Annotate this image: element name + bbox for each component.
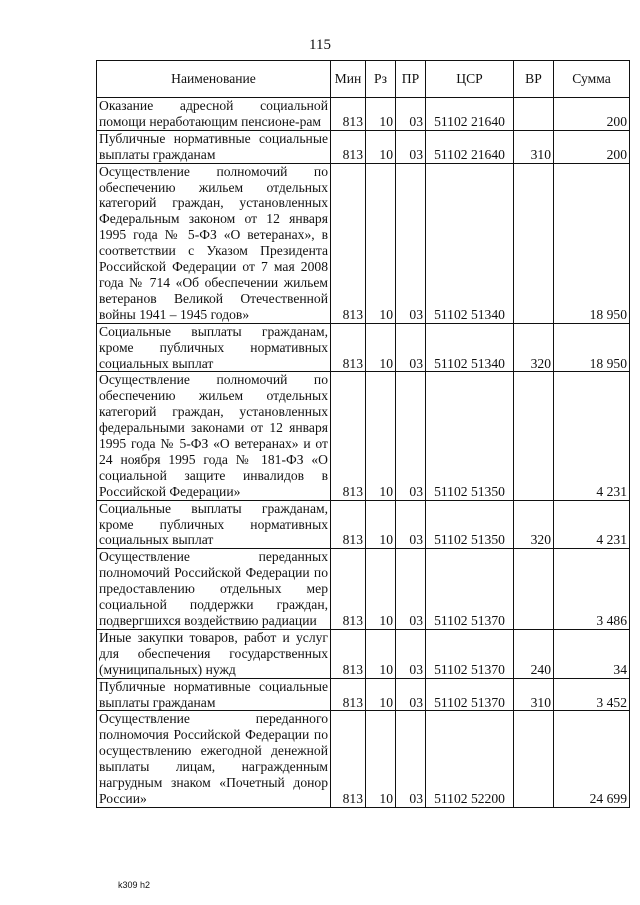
row-sum: 4 231: [554, 372, 630, 500]
row-rz: 10: [366, 372, 396, 500]
row-name: Осуществление переданного полномочия Российской Федерации по осуществлению ежегодной денежной выплаты лицам, награжденным нагрудным знаком «Почетный донор России»: [97, 711, 331, 807]
row-pr: 03: [396, 500, 426, 549]
row-min: 813: [331, 678, 366, 711]
row-rz: 10: [366, 678, 396, 711]
row-sum: 200: [554, 98, 630, 131]
row-sum: 34: [554, 629, 630, 678]
row-vr: [514, 163, 554, 323]
row-min: 813: [331, 500, 366, 549]
table-row: [97, 130, 630, 163]
row-csr: 51102 52200: [426, 711, 514, 807]
row-vr: [514, 711, 554, 807]
row-rz: 10: [366, 98, 396, 131]
row-min: 813: [331, 629, 366, 678]
row-name: Социальные выплаты гражданам, кроме публичных нормативных социальных выплат: [97, 323, 331, 372]
table-row: [97, 323, 630, 372]
row-sum: 200: [554, 130, 630, 163]
row-csr: 51102 51370: [426, 678, 514, 711]
column-header-name: Наименование: [97, 61, 331, 98]
table-row: [97, 711, 630, 807]
row-sum: 3 452: [554, 678, 630, 711]
table-row: [97, 163, 630, 323]
footer-code: k309 h2: [118, 880, 151, 890]
row-pr: 03: [396, 130, 426, 163]
row-csr: 51102 51340: [426, 163, 514, 323]
table-row: [97, 549, 630, 630]
row-pr: 03: [396, 98, 426, 131]
column-header-sum: Сумма: [554, 61, 630, 98]
table-row: [97, 629, 630, 678]
row-rz: 10: [366, 629, 396, 678]
row-rz: 10: [366, 163, 396, 323]
row-pr: 03: [396, 711, 426, 807]
table-row: [97, 500, 630, 549]
row-vr: 240: [514, 629, 554, 678]
row-csr: 51102 51370: [426, 629, 514, 678]
row-csr: 51102 51340: [426, 323, 514, 372]
row-rz: 10: [366, 549, 396, 630]
budget-table: [96, 60, 630, 808]
row-rz: 10: [366, 711, 396, 807]
row-name: Осуществление переданных полномочий Российской Федерации по предоставлению отдельных мер социальной поддержки граждан, подвергшихся воздействию радиации: [97, 549, 331, 630]
row-pr: 03: [396, 629, 426, 678]
row-sum: 4 231: [554, 500, 630, 549]
column-header-rz: Рз: [366, 61, 396, 98]
row-sum: 24 699: [554, 711, 630, 807]
row-vr: 310: [514, 130, 554, 163]
row-csr: 51102 21640: [426, 130, 514, 163]
row-pr: 03: [396, 163, 426, 323]
table-header-row: [97, 61, 630, 98]
row-name: Осуществление полномочий по обеспечению жильем отдельных категорий граждан, установленных Федеральным законом от 12 января 1995 года № 5-ФЗ «О ветеранах», в соответствии с Указом Президента Российской Федерации от 7 мая 2008 года № 714 «Об обеспечении жильем ветеранов Великой Отечественной войны 1941 – 1945 годов»: [97, 163, 331, 323]
column-header-pr: ПР: [396, 61, 426, 98]
row-vr: 320: [514, 323, 554, 372]
row-vr: [514, 549, 554, 630]
row-min: 813: [331, 163, 366, 323]
row-name: Осуществление полномочий по обеспечению жильем отдельных категорий граждан, установленных федеральными законами от 12 января 1995 года № 5-ФЗ «О ветеранах» и от 24 ноября 1995 года № 181-ФЗ «О социальной защите инвалидов в Российской Федерации»: [97, 372, 331, 500]
row-pr: 03: [396, 323, 426, 372]
row-name: Социальные выплаты гражданам, кроме публичных нормативных социальных выплат: [97, 500, 331, 549]
row-min: 813: [331, 130, 366, 163]
row-csr: 51102 51370: [426, 549, 514, 630]
row-sum: 18 950: [554, 163, 630, 323]
row-csr: 51102 51350: [426, 372, 514, 500]
row-pr: 03: [396, 372, 426, 500]
row-pr: 03: [396, 549, 426, 630]
row-pr: 03: [396, 678, 426, 711]
row-rz: 10: [366, 323, 396, 372]
row-csr: 51102 51350: [426, 500, 514, 549]
row-min: 813: [331, 549, 366, 630]
row-sum: 18 950: [554, 323, 630, 372]
row-min: 813: [331, 323, 366, 372]
table-row: [97, 678, 630, 711]
row-rz: 10: [366, 130, 396, 163]
row-vr: [514, 372, 554, 500]
table-row: [97, 372, 630, 500]
table-row: [97, 98, 630, 131]
row-min: 813: [331, 98, 366, 131]
row-sum: 3 486: [554, 549, 630, 630]
row-name: Иные закупки товаров, работ и услуг для обеспечения государственных (муниципальных) нужд: [97, 629, 331, 678]
page-number: 115: [309, 37, 331, 53]
row-rz: 10: [366, 500, 396, 549]
row-name: Публичные нормативные социальные выплаты гражданам: [97, 678, 331, 711]
row-name: Публичные нормативные социальные выплаты гражданам: [97, 130, 331, 163]
row-vr: 310: [514, 678, 554, 711]
column-header-vr: ВР: [514, 61, 554, 98]
column-header-min: Мин: [331, 61, 366, 98]
column-header-csr: ЦСР: [426, 61, 514, 98]
row-csr: 51102 21640: [426, 98, 514, 131]
row-name: Оказание адресной социальной помощи неработающим пенсионе-рам: [97, 98, 331, 131]
row-min: 813: [331, 372, 366, 500]
row-vr: 320: [514, 500, 554, 549]
row-vr: [514, 98, 554, 131]
row-min: 813: [331, 711, 366, 807]
